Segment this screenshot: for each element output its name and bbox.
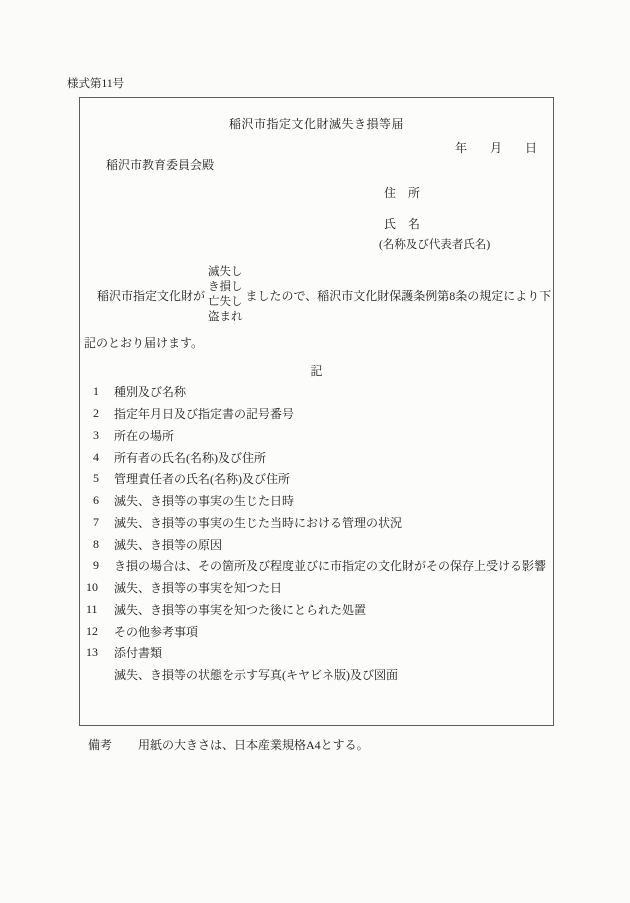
- sentence-prefix: 稲沢市指定文化財が: [97, 288, 206, 303]
- list-item-text: 添付書類: [114, 646, 163, 661]
- list-item-number: 12: [86, 623, 98, 638]
- addressee: 稲沢市教育委員会殿: [106, 158, 215, 172]
- list-item-text: その他参考事項: [114, 624, 199, 639]
- remarks-note: [88, 736, 369, 753]
- list-item: [86, 642, 549, 664]
- name-label: 氏 名: [384, 217, 421, 231]
- list-item-number: 5: [93, 471, 99, 486]
- list-item-text: 管理責任者の氏名(名称)及び住所: [114, 472, 290, 487]
- list-item-number: 6: [93, 493, 99, 508]
- list-item: [86, 577, 549, 599]
- option-damaged: き損し: [208, 281, 243, 293]
- list-item: [86, 533, 549, 555]
- list-item-number: 13: [86, 645, 98, 660]
- list-item: [86, 599, 549, 621]
- list-header: 記: [310, 364, 323, 378]
- remarks-label: 備考: [88, 738, 113, 752]
- sentence-suffix: ましたので、稲沢市文化財保護条例第8条の規定により下: [245, 288, 552, 303]
- list-item-text: 所在の場所: [114, 428, 175, 443]
- remarks-text: 用紙の大きさは、日本産業規格A4とする。: [138, 738, 369, 752]
- list-item-number: 1: [93, 384, 99, 399]
- option-destroyed: 滅失し: [208, 266, 243, 278]
- list-item: [86, 468, 549, 490]
- list-item: [86, 425, 549, 447]
- form-number: 様式第11号: [67, 78, 125, 90]
- list-item-text: 所有者の氏名(名称)及び住所: [114, 450, 266, 465]
- sentence-continuation: 記のとおり届けます。: [84, 336, 204, 350]
- list-item-text: 種別及び名称: [114, 385, 187, 400]
- list-item-text: き損の場合は、その箇所及び程度並びに市指定の文化財がその保存上受ける影響: [114, 559, 547, 574]
- list-item: [86, 555, 549, 577]
- list-item: [86, 446, 549, 468]
- attachment-detail-row: [86, 664, 549, 686]
- date-year-label: 年: [454, 141, 467, 155]
- date-month-label: 月: [489, 141, 502, 155]
- list-item-text: 滅失、き損等の原因: [114, 537, 223, 552]
- list-item: [86, 490, 549, 512]
- form-border-box: [79, 97, 554, 726]
- address-label: 住 所: [384, 186, 421, 200]
- list-item-text: 指定年月日及び指定書の記号番号: [114, 407, 295, 422]
- form-title: 稲沢市指定文化財滅失き損等届: [228, 117, 404, 131]
- list-item-number: 7: [93, 514, 99, 529]
- list-item-number: 3: [93, 427, 99, 442]
- date-line: [455, 139, 537, 156]
- list-item: [86, 512, 549, 534]
- list-item: [86, 403, 549, 425]
- numbered-list: [86, 381, 549, 686]
- list-item-text: 滅失、き損等の事実の生じた当時における管理の状況: [114, 515, 403, 530]
- list-item-text: 滅失、き損等の事実を知つた日: [114, 581, 283, 596]
- list-item-number: 11: [86, 601, 98, 616]
- list-item-number: 4: [93, 449, 99, 464]
- list-item-number: 10: [86, 580, 98, 595]
- option-lost: 亡失し: [208, 296, 243, 308]
- option-stolen: 盗まれ: [208, 311, 243, 323]
- name-note: (名称及び代表者氏名): [379, 239, 491, 251]
- list-item-number: 2: [93, 406, 99, 421]
- list-item-text: 滅失、き損等の事実を知つた後にとられた処置: [114, 602, 367, 617]
- list-item-text: 滅失、き損等の事実の生じた日時: [114, 494, 295, 509]
- attachment-detail-text: 滅失、き損等の状態を示す写真(キヤビネ版)及び図面: [114, 668, 398, 683]
- date-day-label: 日: [524, 141, 537, 155]
- list-item: [86, 381, 549, 403]
- list-item: [86, 620, 549, 642]
- loss-type-options: [208, 265, 243, 325]
- list-item-number: 8: [93, 536, 99, 551]
- declaration-sentence: [97, 265, 551, 325]
- list-item-number: 9: [93, 558, 99, 573]
